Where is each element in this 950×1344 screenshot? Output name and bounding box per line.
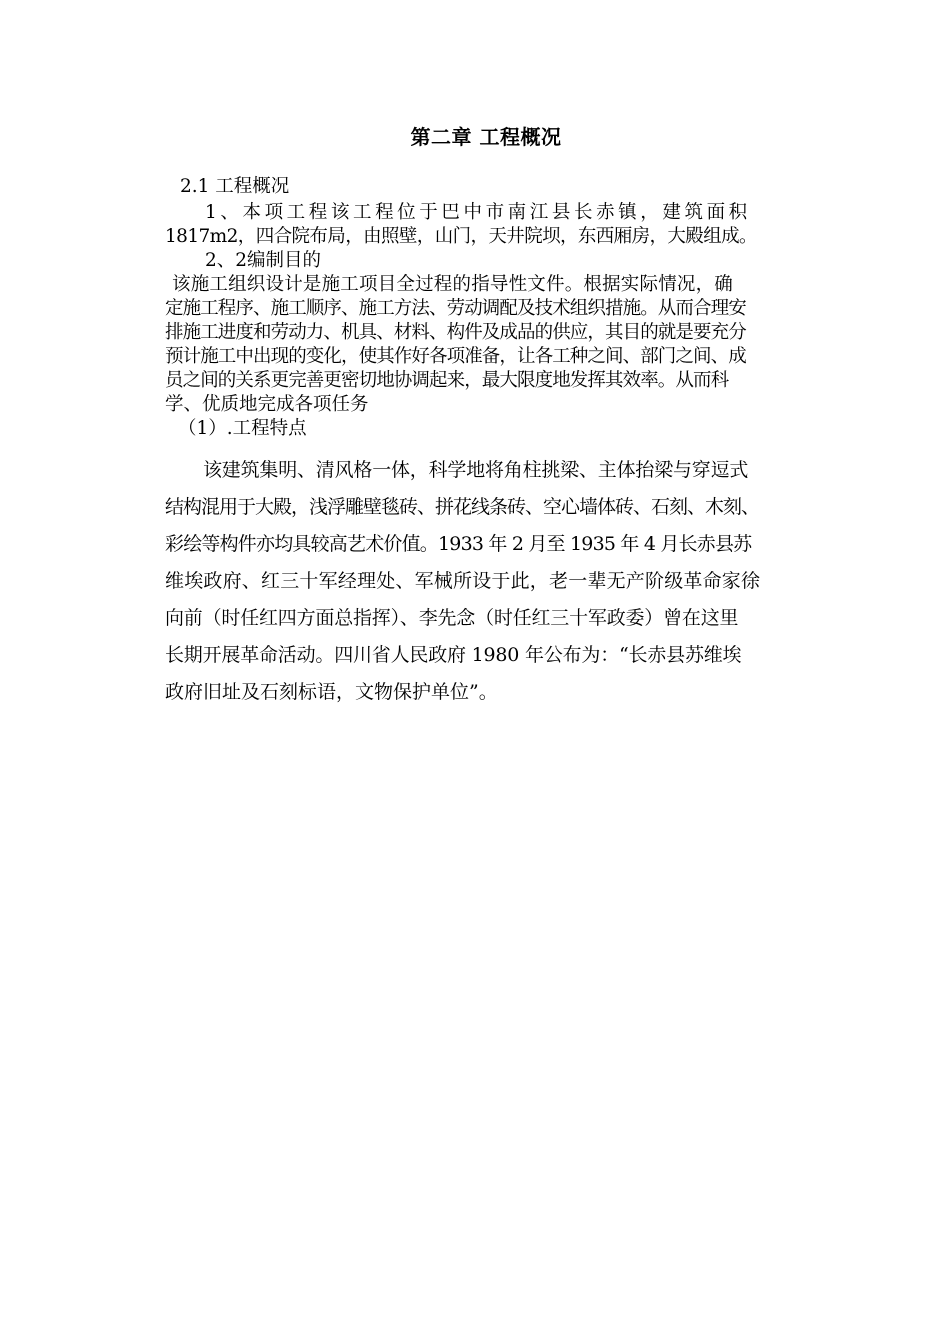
section-2-1-item-1-line2: 1817m2，四合院布局，由照壁，山门，天井院坝，东西厢房，大殿组成。 xyxy=(165,226,757,247)
section-2-2-line: 定施工程序、施工顺序、施工方法、劳动调配及技术组织措施。从而合理安 xyxy=(165,298,746,319)
section-2-2-line: 排施工进度和劳动力、机具、材料、构件及成品的供应，其目的就是要充分 xyxy=(165,322,746,343)
features-line: 维埃政府、红三十军经理处、军械所设于此，老一辈无产阶级革命家徐 xyxy=(165,570,761,592)
features-line: 结构混用于大殿，浅浮雕壁毯砖、拼花线条砖、空心墙体砖、石刻、木刻、 xyxy=(165,496,760,518)
section-2-2-line: 该施工组织设计是施工项目全过程的指导性文件。根据实际情况，确 xyxy=(172,274,734,295)
section-2-2-line: 预计施工中出现的变化，使其作好各项准备，让各工种之间、部门之间、成 xyxy=(165,346,746,367)
features-line: 向前（时任红四方面总指挥）、李先念（时任红三十军政委）曾在这里 xyxy=(165,607,739,629)
section-2-1-heading: 2.1 工程概况 xyxy=(180,176,290,197)
features-line: 长期开展革命活动。四川省人民政府 1980 年公布为：“长赤县苏维埃 xyxy=(165,644,742,666)
chapter-title: 第二章 工程概况 xyxy=(410,125,562,149)
features-heading: （1）.工程特点 xyxy=(178,418,307,439)
section-2-1-item-1-line1: 1、本项工程该工程位于巴中市南江县长赤镇，建筑面积 xyxy=(205,202,751,223)
section-2-2-line: 学、优质地完成各项任务 xyxy=(165,394,369,415)
section-2-2-heading: 2、2编制目的 xyxy=(205,250,322,271)
features-line: 彩绘等构件亦均具较高艺术价值。1933 年 2 月至 1935 年 4 月长赤县苏 xyxy=(165,533,752,555)
features-line: 该建筑集明、清风格一体，科学地将角柱挑梁、主体抬梁与穿逗式 xyxy=(203,459,749,481)
features-line: 政府旧址及石刻标语，文物保护单位”。 xyxy=(165,681,498,703)
section-2-2-line: 员之间的关系更完善更密切地协调起来，最大限度地发挥其效率。从而科 xyxy=(165,370,729,391)
